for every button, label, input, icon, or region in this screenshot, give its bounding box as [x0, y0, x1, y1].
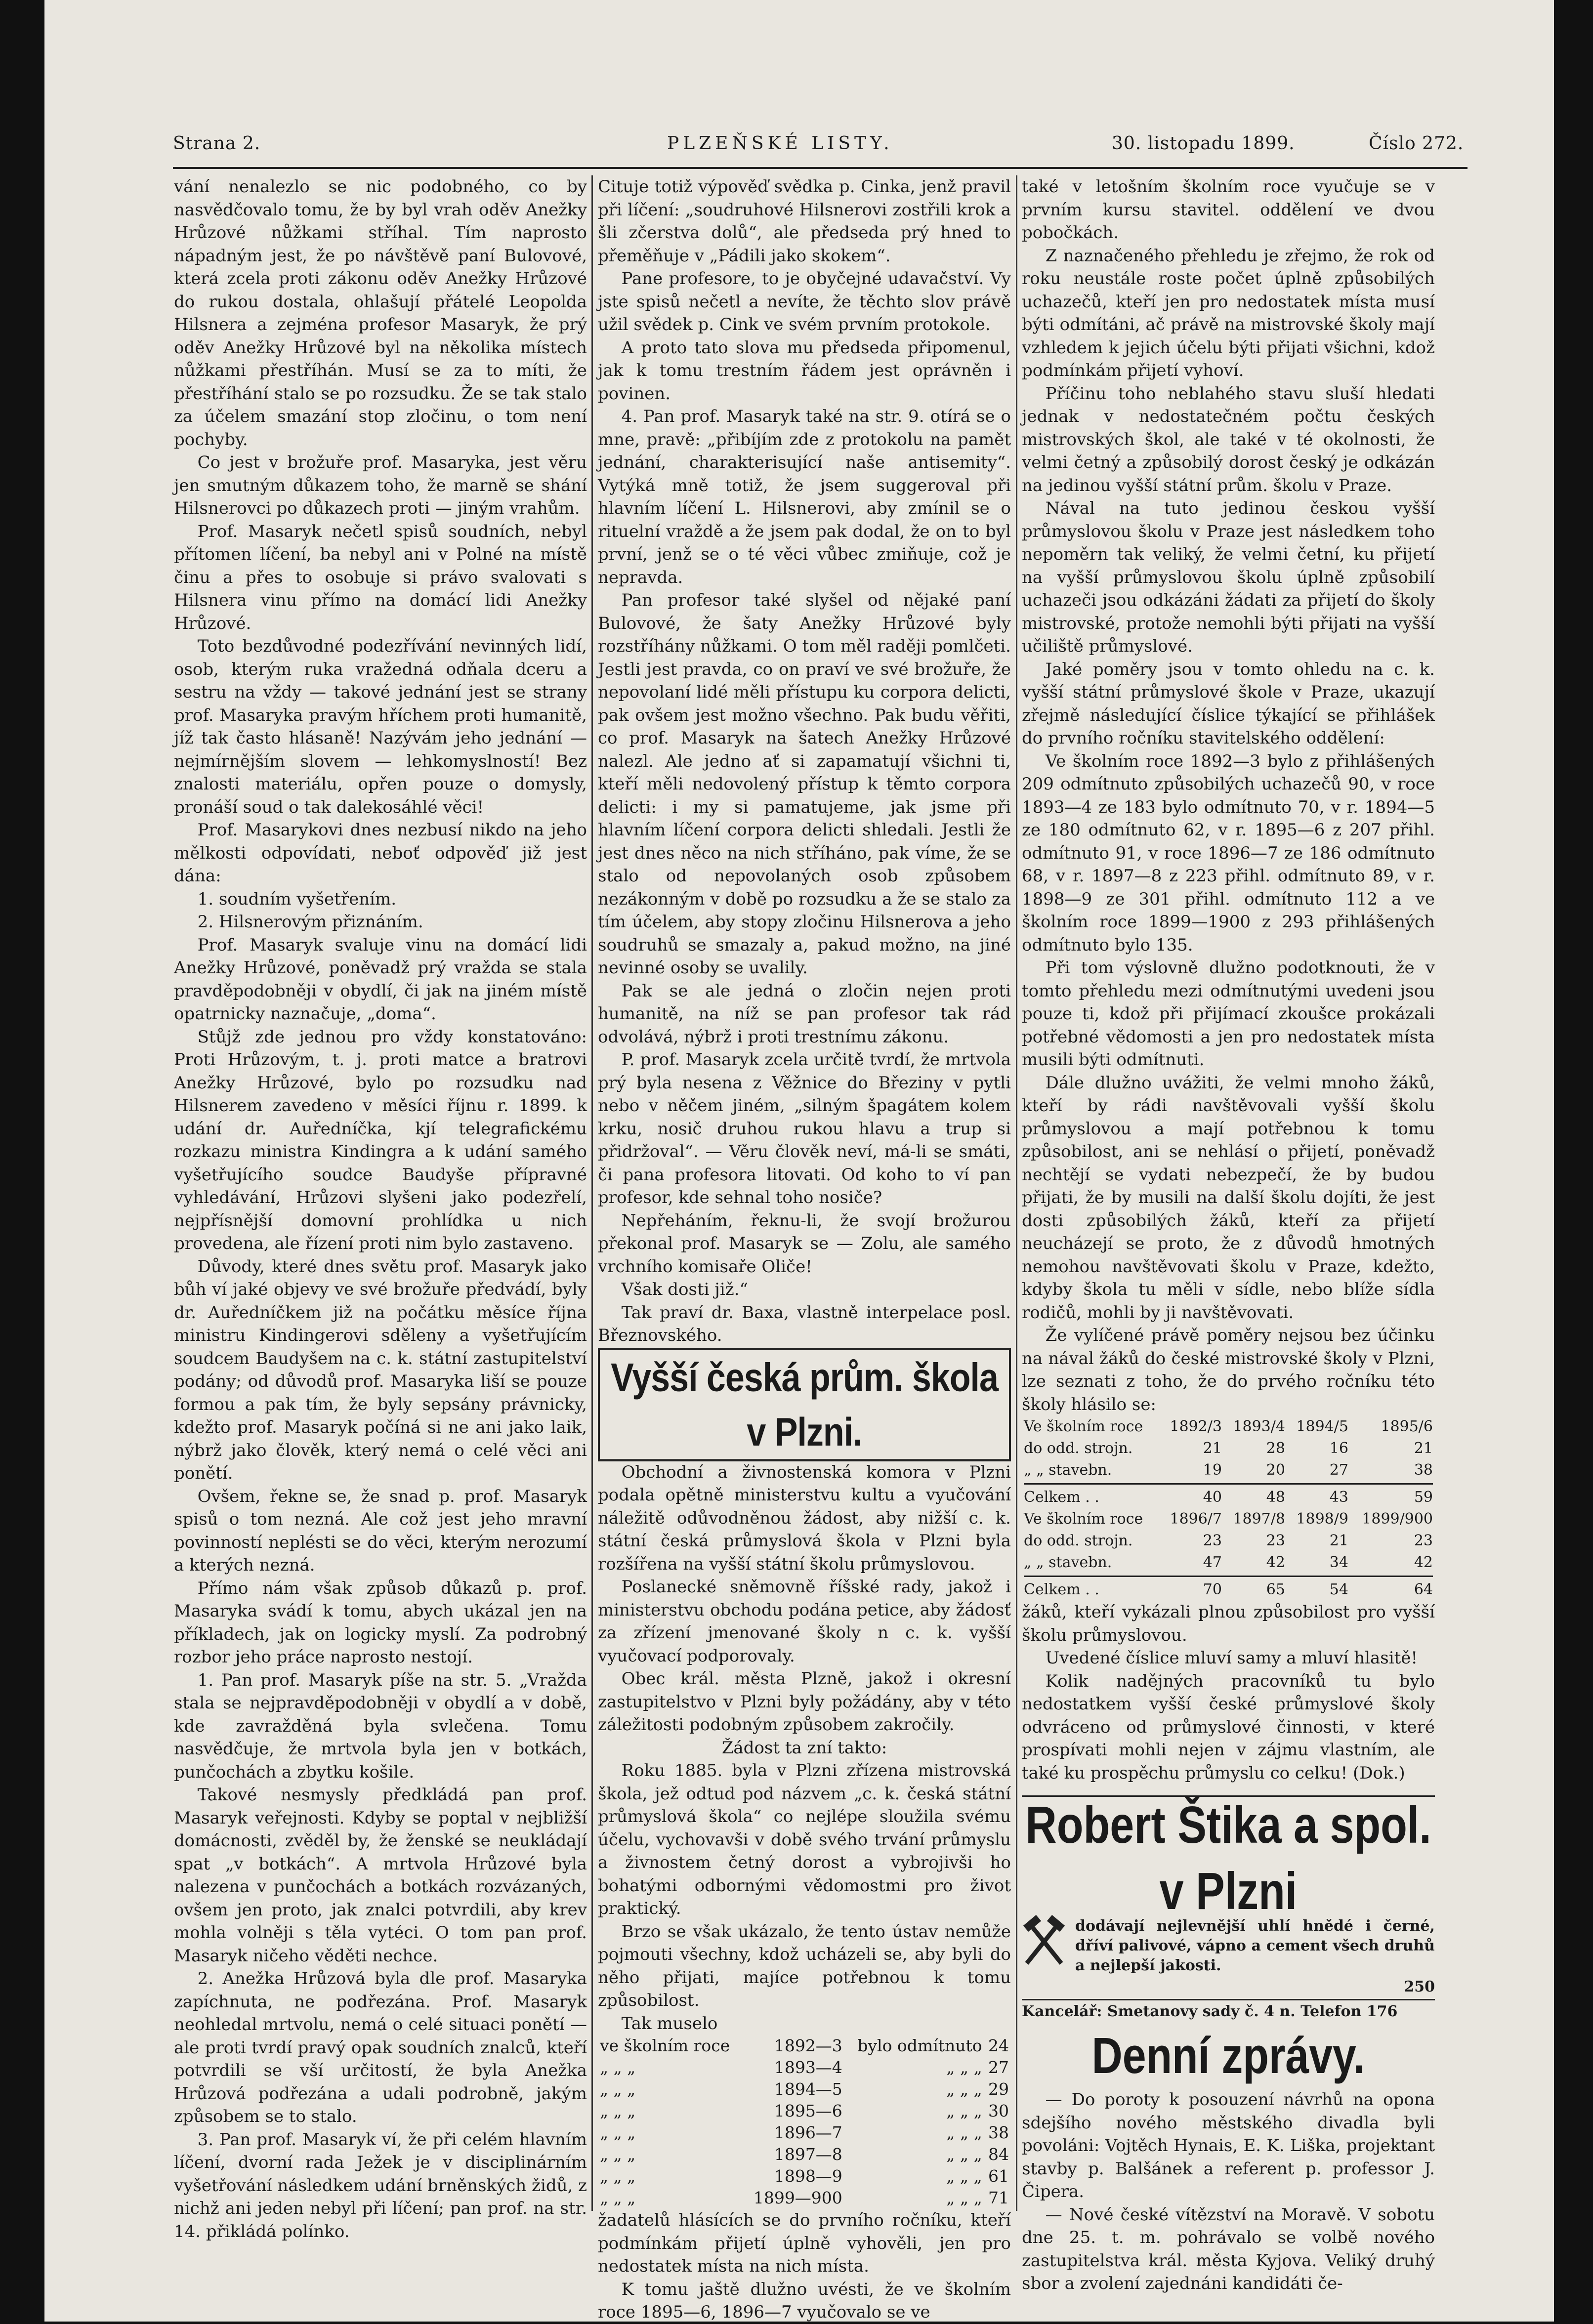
paragraph: Důvody, které dnes světu prof. Masaryk jako bůh ví jaké objevy ve své brožuře předvádí, byly dr. Auředníčkem již na počátku měsíce října ministru Kindingerovi sděleny a vyšetřujícím soudcem Baudyšem na c. k. státní zastupitelství podány; od důvodů prof. Masaryka liší se pouze formou a pak tím, že byly sepsány právnicky, kdežto prof. Masaryk počíná si ne ani jako laik, nýbrž jako člověk, který nemá o celé věci ani ponětí.: [174, 1256, 587, 1483]
paragraph: 1. Pan prof. Masaryk píše na str. 5. „Vražda stala se nejpravděpodobněji v obydlí a v době, kde zavražděná byla svlečena. Tomu nasvědčuje, že mrtvola byla jen v botkách, punčochách a zbytku košile.: [174, 1670, 587, 1782]
paragraph: K tomu jaště dlužno uvésti, že ve školním roce 1895—6, 1896—7 vyučovalo se ve: [598, 2279, 1011, 2322]
table-row: „ „ „ 1896—7 „ „ „ 38: [600, 2123, 1009, 2142]
rejection-list: [598, 2035, 1011, 2209]
paragraph: Při tom výslovně dlužno podotknouti, že v tomto přehledu mezi odmítnutými uvedeni jsou pouze ti, kdož při přijímací zkoušce prokázali potřebné vědomosti a jen pro nedostatek místa musili býti odmítnuti.: [1022, 958, 1435, 1070]
column-separator: [1016, 175, 1017, 2211]
paragraph: Z naznačeného přehledu je zřejmo, že rok od roku neustále roste počet úplně způsobilých uchazečů, kteří jen pro nedostatek místa musí býti odmítáni, ač právě na mistrovské školy mají vzhledem k jejich účelu býti přijati všichni, kdož podmínkám přijetí vyhoví.: [1022, 246, 1435, 380]
paragraph: Obchodní a živnostenská komora v Plzni podala opětně ministerstvu kultu a vyučování náležitě odůvodněnou žádost, aby nižší c. k. státní česká průmyslová škola v Plzni byla rozšířena na vyšší státní školu průmyslovou.: [598, 1462, 1011, 1574]
paragraph: Prof. Masarykovi dnes nezbusí nikdo na jeho mělkosti odpovídati, neboť odpověď již jest dána:: [174, 820, 587, 886]
paragraph: Uvedené číslice mluví samy a mluví hlasitě!: [1045, 1648, 1418, 1668]
paragraph: Jaké poměry jsou v tomto ohledu na c. k. vyšší státní průmyslové škole v Praze, ukazují zřejmě následující číslice týkající se přihlášek do prvního ročníku stavitelského oddělení:: [1022, 659, 1435, 748]
paragraph: P. prof. Masaryk zcela určitě tvrdí, že mrtvola prý byla nesena z Věžnice do Březiny v pytli nebo v něčem jiném, „silným špagátem kolem krku, nosič druhou rukou hlavu a trup si přidržoval“. — Věru člověk neví, má-li se smáti, či pana profesora litovati. Od koho to ví pan profesor, kde sehnal toho nosiče?: [598, 1050, 1011, 1207]
paragraph: — Do poroty k posouzení návrhů na opona sdejšího nového městského divadla byli povoláni: Vojtěch Hynais, E. K. Liška, projektant stavby p. Balšánek a referent p. professor J. Čipera.: [1022, 2090, 1435, 2201]
applicants-table: [1022, 1416, 1435, 1601]
paragraph: 2. Anežka Hrůzová byla dle prof. Masaryka zapíchnuta, ne podřezána. Prof. Masaryk neohledal mrtvolu, nemá o celé situaci ponětí — ale proti tvrdí pravý opak soudních znalců, kteří potvrdili se vší určitostí, že byla Anežka Hrůzová podřezána a udali podrobně, jakým způsobem se to stalo.: [174, 1969, 587, 2126]
paragraph: Co jest v brožuře prof. Masaryka, jest věru jen smutným důkazem toho, že marně se shání Hilsnerovci po důkazech proti — jiným vrahům.: [174, 453, 587, 518]
table-rule: [1024, 1483, 1433, 1485]
table-row: „ „ stavebn. 19 20 27 38: [1024, 1461, 1433, 1479]
ad-text: dodávají nejlevnější uhlí hnědé i černé, dříví palivové, vápno a cement všech druhů a nejlepší jakosti.: [1075, 1917, 1435, 1974]
column-separator: [591, 175, 593, 2211]
paragraph: A proto tato slova mu předseda připomenul, jak k tomu trestním řádem jest oprávněn i povinen.: [598, 337, 1011, 404]
ad-number: 250: [1404, 1978, 1435, 1995]
newspaper-title: PLZEŇSKÉ LISTY.: [667, 133, 893, 154]
table-row: „ „ „ 1897—8 „ „ „ 84: [600, 2145, 1009, 2164]
paragraph: Toto bezdůvodné podezřívání nevinných lidí, osob, kterým ruka vražedná odňala dceru a sestru na vždy — takové jednání jest se strany prof. Masaryka pravým hříchem proti humanitě, jíž tak často hlásaně! Nazývám jeho jednání — nejmírnějším slovem — lehkomyslností! Bez znalosti materiálu, opřen pouze o domysly, pronáší soud o tak dalekosáhlé věci!: [174, 636, 587, 817]
page-header: [173, 133, 1467, 163]
paragraph: 2. Hilsnerovým přiznáním.: [197, 912, 423, 932]
table-row: „ „ stavebn. 47 42 34 42: [1024, 1554, 1433, 1571]
table-sum-row: Celkem . . 40 48 43 59: [1024, 1489, 1433, 1506]
paragraph: Přímo nám však způsob důkazů p. prof. Masaryka svádí k tomu, abych ukázal jen na příkladech, jak on logicky myslí. Za podrobný rozbor jeho práce naprosto nestojí.: [174, 1578, 587, 1667]
paragraph: — Nové české vítězství na Moravě. V sobotu dne 25. t. m. pohrávalo se volbě nového zastupitelstva král. města Kyjova. Veliký druhý sbor a zvolení zajednáni kandidáti če-: [1022, 2204, 1435, 2293]
paragraph: Kolik nadějných pracovníků tu bylo nedostatkem vyšší české průmyslové školy odvráceno od průmyslové činnosti, v které prospívati mohli nejen v zájmu vlastním, ale také ku prospěchu průmyslu co celku! (Dok.): [1022, 1671, 1435, 1783]
advertisement: [1022, 1916, 1435, 1976]
news-title: Denní zprávy.: [1091, 2027, 1365, 2084]
column-2: [598, 175, 1011, 2322]
paragraph: Dále dlužno uvážiti, že velmi mnoho žáků, kteří by rádi navštěvovali vyšší školu průmyslovou a mají potřebnou k tomu způsobilost, ani se nehlásí o přijetí, poněvadž nechtějí se vydati nebezpečí, že by budou přijati, že by musili na další školu dojíti, že jest dosti způsobilých žáků, kteří za přijetí neucházejí se proto, že z důvodů hmotných nemohou navštěvovati školu v Praze, kdežto, kdyby škola tu měli v sídle, nebo blíže sídla rodičů, mohli by ji navštěvovati.: [1022, 1073, 1435, 1323]
paragraph: 3. Pan prof. Masaryk ví, že při celém hlavním líčení, dvorní rada Ježek je v disciplinárním vyšetřování následkem udání brněnských židů, z nichž ani jeden nebyl při líčení; pan prof. na str. 14. přikládá polínko.: [174, 2129, 587, 2241]
page-number: Strana 2.: [173, 133, 261, 154]
paragraph: žadatelů hlásících se do prvního ročníku, kteří podmínkám přijetí úplně vyhověli, jen pro nedostatek místa na nich místa.: [598, 2210, 1011, 2276]
paragraph: Takové nesmysly předkládá pan prof. Masaryk veřejnosti. Kdyby se poptal v nejbližší domácnosti, zvěděl by, že ženské se neukládají spat „v botkách“. A mrtvola Hrůzové byla nalezena v punčochách a botkách rozvázaných, ovšem jen proto, jak znalci potvrdili, aby krev mohla volněji s těla vytéci. O tom pan prof. Masaryk ničeho věděti nechce.: [174, 1785, 587, 1966]
table-sum-row: Celkem . . 70 65 54 64: [1024, 1581, 1433, 1598]
paragraph: 4. Pan prof. Masaryk také na str. 9. otírá se o mne, pravě: „přibíjím zde z protokolu na pamět jednání, charakterisující naše antisemity“. Vytýká mně totiž, že jsem suggeroval při hlavním líčení L. Hilsnerovi, aby zmínil se o rituelní vraždě a že jsem pak dodal, že on to byl první, jenž se o té věci vůbec zmiňuje, což je nepravda.: [598, 407, 1011, 587]
paragraph: Tak praví dr. Baxa, vlastně interpelace posl. Březnovského.: [598, 1302, 1011, 1345]
paragraph: Roku 1885. byla v Plzni zřízena mistrovská škola, jež odtud pod názvem „c. k. česká státní průmyslová škola“ co nejlépe sloužila svému účelu, vychovavši v době svého trvání průmyslu a živnostem četný dorost a vybrojivši ho bohatými odbornými vědomostmi pro život praktický.: [598, 1761, 1011, 1918]
column-3: [1022, 175, 1435, 2293]
paragraph: Nepřeháním, řeknu-li, že svojí brožurou překonal prof. Masaryk se — Zolu, ale samého vrchního komisaře Oliče!: [598, 1210, 1011, 1277]
paragraph: Prof. Masaryk nečetl spisů soudních, nebyl přítomen líčení, ba nebyl ani v Polné na místě činu a přes to osobuje si právo svalovati s Hilsnera vinu přímo na domácí lidi Anežky Hrůzové.: [174, 521, 587, 633]
table-row: „ „ „ 1898—9 „ „ „ 61: [600, 2166, 1009, 2186]
table-row: do odd. strojn. 21 28 16 21: [1024, 1440, 1433, 1457]
paragraph: také v letošním školním roce vyučuje se v prvním kursu stavitel. oddělení ve dvou pobočkách.: [1022, 177, 1435, 243]
table-row: „ „ „ 1895—6 „ „ „ 30: [600, 2101, 1009, 2120]
column-1: [174, 175, 587, 2241]
table-row: „ „ „ 1894—5 „ „ „ 29: [600, 2079, 1009, 2099]
paragraph: Cituje totiž výpověď svědka p. Cinka, jenž pravil při líčení: „soudruhové Hilsnerovi zostřili krok a šli zčerstva dolů“, ale předseda prý hned to přeměňuje v „Pádili jako skokem“.: [598, 177, 1011, 266]
paragraph: Pak se ale jedná o zločin nejen proti humanitě, na níž se pan profesor tak rád odvolává, nýbrž i proti trestnímu zákonu.: [598, 981, 1011, 1047]
newspaper-page: [44, 0, 1554, 2322]
paragraph: Že vylíčené právě poměry nejsou bez účinku na nával žáků do české mistrovské školy v Plzni, lze seznati z toho, že do prvého ročníku této školy hlásilo se:: [1022, 1326, 1435, 1414]
paragraph: Ovšem, řekne se, že snad p. prof. Masaryk spisů o tom nezná. Ale což jest jeho mravní povinností neplésti se do věci, kterým nerozumí a kterých nezná.: [174, 1486, 587, 1575]
table-header-row: Ve školním roce 1892/3 1893/4 1894/5 1895/6: [1024, 1418, 1433, 1435]
paragraph: Prof. Masaryk svaluje vinu na domácí lidi Anežky Hrůzové, poněvadž prý vražda se stala pravděpodobněji v obydlí, či jak na jiném místě opatrnicky naznačuje, „doma“.: [174, 935, 587, 1024]
paragraph: Stůjž zde jednou pro vždy konstatováno: Proti Hrůzovým, t. j. proti matce a bratrovi Anežky Hrůzové, bylo po rozsudku nad Hilsnerem zavedeno v měsíci říjnu r. 1899. k udání dr. Auředníčka, kjí telegrafickému rozkazu ministra Kindingra a k udání samého vyšetřujícího soudce Baudyše přípravné vyhledávání, Hrůzovi slyšeni jako podezřelí, nejpřísnější domovní prohlídka u nich provedena, ale řízení proti nim bylo zastaveno.: [174, 1027, 587, 1253]
paragraph: Obec král. města Plzně, jakož i okresní zastupitelstvo v Plzni byly požádány, aby v této záležitosti podobným způsobem zakročily.: [598, 1669, 1011, 1735]
school-article-title: Vyšší česká prům. škola v Plzni.: [598, 1348, 1011, 1461]
paragraph: Brzo se však ukázalo, že tento ústav nemůže pojmouti všechny, kdož ucházeli se, aby byli do něho přijati, majíce potřebnou k tomu způsobilost.: [598, 1921, 1011, 2010]
paragraph: Nával na tuto jedinou českou vyšší průmyslovou školu v Praze jest následkem toho nepoměrn tak veliký, že velmi četní, ku přijetí na vyšší průmyslovou školu úplně způsobilí uchazeči jsou odkázáni žádati za přijetí do školy mistrovské, protože nemohli býti přijati na vyšší učiliště průmyslové.: [1022, 498, 1435, 656]
paragraph: Však dosti již.“: [621, 1280, 748, 1299]
paragraph: Žádost ta zní takto:: [721, 1738, 887, 1758]
paragraph: 1. soudním vyšetřením.: [197, 889, 397, 909]
issue-number: Číslo 272.: [1369, 133, 1464, 154]
paragraph: Ve školním roce 1892—3 bylo z přihlášených 209 odmítnuto způsobilých uchazečů 90, v roce 1893—4 ze 183 bylo odmítnuto 70, v r. 1894—5 ze 180 odmítnuto 62, v r. 1895—6 z 207 přihl. odmítnuto 91, v roce 1896—7 ze 186 odmítnuto 68, v r. 1897—8 z 223 přihl. odmítnuto 89, v r. 1898—9 ze 301 přihl. odmítnuto 112 a ve školním roce 1899—1900 z 293 přihlášených odmítnuto bylo 135.: [1022, 751, 1435, 955]
paragraph: vání nenalezlo se nic podobného, co by nasvědčovalo tomu, že by byl vrah oděv Anežky Hrůzové nůžkami stříhal. Tím naprosto nápadným jest, že po návštěvě paní Bulovové, která zcela proti zákonu oděv Anežky Hrůzové do rukou dostala, ohlašují přátelé Leopolda Hilsnera a zejména profesor Masaryk, že prý oděv Anežky Hrůzové byl na několika místech nůžkami přestříhán. Musí se za to míti, že přestříhání stalo se po rozsudku. Že se tak stalo za účelem smazání stop zločinu, o tom není pochyby.: [174, 177, 587, 450]
ad-office: Kancelář: Smetanovy sady č. 4 n. Telefon 176: [1022, 1999, 1435, 2024]
paragraph: Pan profesor také slyšel od nějaké paní Bulovové, že šaty Anežky Hrůzové byly rozstříhány nůžkami. O tom měl raději pomlčeti. Jestli jest pravda, co on praví ve své brožuře, že nepovolaní lidé měli přístupu ku corpora delicti, pak ovšem jest možno všechno. Pak budu věřiti, co prof. Masaryk na šatech Anežky Hrůzové nalezl. Ale jedno ať si zapamatují všichni ti, kteří měli nedovolený přístup k těmto corpora delicti: i my si pamatujeme, jak jsme při hlavním líčení corpora delicti shledali. Jestli že jest dnes něco na nich stříháno, pak víme, že se stalo od nepovolaných osob způsobem nezákonným v době po rozsudku a že se stalo za tím účelem, aby stopy zločinu Hilsnerova a jeho soudruhů se smazaly a, pakud možno, na jiné nevinné osoby se uvalily.: [598, 590, 1011, 978]
table-row: do odd. strojn. 23 23 21 23: [1024, 1532, 1433, 1549]
paragraph: Poslanecké sněmovně říšské rady, jakož i ministerstvu obchodu podána petice, aby žádosť za zřízení jmenované školy n c. k. vyšší vyučovací podporovaly.: [598, 1577, 1011, 1666]
table-rule: [1024, 1576, 1433, 1577]
table-row: „ „ „ 1893—4 „ „ „ 27: [600, 2058, 1009, 2077]
ad-title: Robert Štika a spol. v Plzni: [1025, 1795, 1431, 1920]
table-header-row: Ve školním roce 1896/7 1897/8 1898/9 1899/900: [1024, 1510, 1433, 1528]
issue-date: 30. listopadu 1899.: [1112, 133, 1295, 154]
paragraph: Příčinu toho neblahého stavu sluší hledati jednak v nedostatečném počtu českých mistrovských škol, ale také v té okolnosti, že velmi četný a způsobilý dorost český je odkázán na jedinou vyšší státní prům. školu v Praze.: [1022, 383, 1435, 496]
table-row: ve školním roce 1892—3 bylo odmítnuto 24: [600, 2036, 1009, 2055]
table-row: „ „ „ 1899—900 „ „ „ 71: [600, 2188, 1009, 2207]
paragraph: žáků, kteří vykázali plnou způsobilost pro vyšší školu průmyslovou.: [1022, 1602, 1435, 1645]
hammers-icon: [1022, 1916, 1066, 1971]
header-rule: [173, 167, 1467, 169]
paragraph: Tak musel​o: [621, 2013, 718, 2034]
paragraph: Pane profesore, to je obyčejné udavačství. Vy jste spisů nečetl a nevíte, že těchto slov právě užil svědek p. Cink ve svém prvním protokole.: [598, 269, 1011, 334]
